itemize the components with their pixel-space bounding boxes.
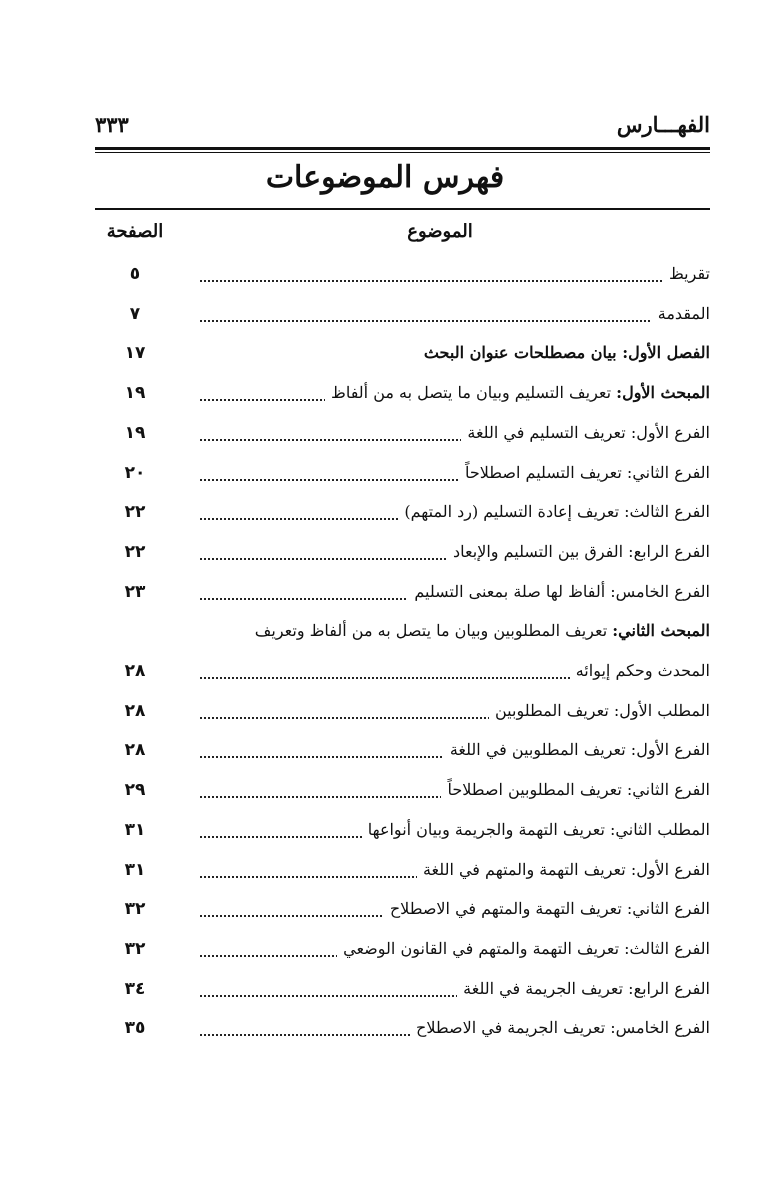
toc-entry — [200, 852, 710, 888]
toc-entry-title: الفرع الأول: تعريف المطلوبين في اللغة — [449, 740, 710, 760]
toc-page-number: ٢٢ — [124, 541, 146, 562]
toc-entry-text — [457, 979, 710, 998]
running-header-title: الفهـــارس — [616, 112, 710, 137]
toc-entry-text — [249, 621, 710, 640]
toc-entry-label: المبحث الأول: — [616, 383, 710, 403]
toc-entry-text — [417, 860, 710, 879]
toc-entry-title: الفرع الأول: تعريف التسليم في اللغة — [467, 422, 710, 442]
page-number: ٣٣٣ — [95, 112, 129, 137]
toc-row — [100, 613, 710, 649]
toc-row — [100, 931, 710, 967]
toc-page-number: ٣٢ — [124, 938, 146, 959]
toc-entry — [200, 375, 710, 411]
toc-page-number: ٢٨ — [124, 740, 146, 761]
toc-row — [100, 772, 710, 808]
toc-row — [100, 1010, 710, 1046]
toc-row — [100, 494, 710, 530]
toc-row — [100, 574, 710, 610]
toc-entry-text — [410, 1018, 710, 1037]
toc-entry-title: الفرع الرابع: الفرق بين التسليم والإبعاد — [453, 541, 710, 561]
toc-row — [100, 693, 710, 729]
toc-page-number: ١٩ — [124, 422, 146, 443]
toc-entry-text — [459, 463, 710, 482]
index-title: فهرس الموضوعات — [265, 160, 505, 195]
toc-page-number: ٣١ — [124, 859, 146, 880]
toc-entry-text — [447, 542, 710, 561]
toc-entry — [200, 455, 710, 491]
toc-entry — [100, 613, 710, 649]
toc-entry-text — [384, 899, 710, 918]
toc-page-number: ٣٤ — [124, 978, 146, 999]
toc-page-number: ٢٩ — [124, 780, 146, 801]
toc-entry-text — [461, 423, 710, 442]
toc-page-number: ٢٠ — [124, 462, 146, 483]
toc-entry-title: تعريف المطلوبين وبيان ما يتصل به من ألفاظ وتعريف — [254, 621, 613, 641]
toc-entry — [200, 534, 710, 570]
toc-entry — [200, 772, 710, 808]
toc-entry — [200, 415, 710, 451]
toc-row — [100, 971, 710, 1007]
toc-entry-title: الفصل الأول: بيان مصطلحات عنوان البحث — [423, 343, 710, 363]
toc-entry-label: المبحث الثاني: — [612, 621, 710, 641]
toc-entry-text — [441, 780, 710, 799]
toc-entry-title: الفرع الثالث: تعريف إعادة التسليم (رد المتهم) — [404, 502, 710, 522]
toc-entry — [200, 574, 710, 610]
toc-row — [100, 335, 710, 371]
dot-leader — [200, 280, 710, 282]
toc-entry-title: الفرع الثاني: تعريف المطلوبين اصطلاحاً — [447, 780, 710, 800]
toc-entry — [200, 256, 710, 292]
toc-entry-text — [398, 502, 710, 521]
toc-entry-text — [337, 939, 710, 958]
toc-entry-text — [325, 383, 710, 402]
toc-page-number: ٢٨ — [124, 700, 146, 721]
toc-entry-text — [418, 343, 710, 362]
toc-entry-title: المحدث وحكم إيوائه — [575, 661, 710, 680]
toc-entry-title: تعريف التسليم وبيان ما يتصل به من ألفاظ — [331, 383, 617, 403]
toc-entry-title: الفرع الثالث: تعريف التهمة والمتهم في القانون الوضعي — [343, 938, 710, 958]
toc-page-number: ٥ — [129, 264, 141, 284]
header-rule-thick — [95, 147, 710, 150]
toc-entry-title: الفرع الثاني: تعريف التسليم اصطلاحاً — [464, 462, 710, 482]
toc-entry — [200, 931, 710, 967]
toc-entry-title: المقدمة — [657, 303, 710, 323]
toc-entry-text — [652, 304, 710, 323]
toc-entry-title: الفرع الخامس: تعريف الجريمة في الاصطلاح — [415, 1018, 710, 1038]
toc-entry — [200, 693, 710, 729]
toc-entry — [200, 732, 710, 768]
toc-entry-text — [663, 264, 710, 283]
toc-page-number: ٢٣ — [124, 581, 146, 602]
toc-entry-text — [408, 582, 710, 601]
toc-entry-text — [362, 820, 710, 839]
title-rule — [95, 208, 710, 210]
toc-entry-text — [444, 740, 710, 759]
toc-entry-title: الفرع الرابع: تعريف الجريمة في اللغة — [463, 978, 710, 998]
toc-entry-title: الفرع الخامس: ألفاظ لها صلة بمعنى التسليم — [414, 581, 710, 601]
toc-entry — [200, 891, 710, 927]
column-header-page: الصفحة — [106, 221, 164, 242]
toc-entry — [200, 494, 710, 530]
toc-page-number: ٢٨ — [124, 661, 146, 681]
toc-entry-title: تقريظ — [668, 264, 710, 283]
toc-page-number: ٣٢ — [124, 899, 146, 920]
toc-row — [100, 812, 710, 848]
column-header-topic: الموضوع — [407, 221, 473, 242]
toc-row — [100, 852, 710, 888]
toc-page-number: ٧ — [129, 303, 141, 324]
toc-entry — [200, 1010, 710, 1046]
toc-entry-title: الفرع الثاني: تعريف التهمة والمتهم في الاصطلاح — [389, 899, 710, 919]
toc-page-number: ١٧ — [124, 343, 146, 364]
toc-page-number: ٣٥ — [124, 1018, 146, 1039]
toc-entry-title: المطلب الثاني: تعريف التهمة والجريمة وبيان أنواعها — [367, 819, 710, 839]
toc-entry-title: المطلب الأول: تعريف المطلوبين — [494, 700, 710, 720]
toc-row — [100, 256, 710, 292]
toc-entry — [200, 296, 710, 332]
toc-entry — [200, 335, 710, 371]
toc-entry — [200, 971, 710, 1007]
toc-entry — [200, 812, 710, 848]
toc-row — [100, 455, 710, 491]
toc-row — [100, 415, 710, 451]
running-header — [95, 112, 710, 146]
toc-entry-text — [570, 661, 710, 680]
header-rule-thin — [95, 152, 710, 153]
toc-page-number: ١٩ — [124, 383, 146, 404]
toc-page-number: ٢٢ — [124, 502, 146, 523]
toc-row — [100, 891, 710, 927]
dot-leader — [200, 320, 710, 322]
toc-row — [100, 375, 710, 411]
toc-entry-title: الفرع الأول: تعريف التهمة والمتهم في اللغة — [422, 859, 710, 879]
toc-row — [100, 732, 710, 768]
toc-entry-text — [489, 701, 710, 720]
toc-row — [100, 296, 710, 332]
toc-row — [100, 653, 710, 689]
toc-entry — [200, 653, 710, 689]
toc-page-number: ٣١ — [124, 819, 146, 840]
toc-row — [100, 534, 710, 570]
